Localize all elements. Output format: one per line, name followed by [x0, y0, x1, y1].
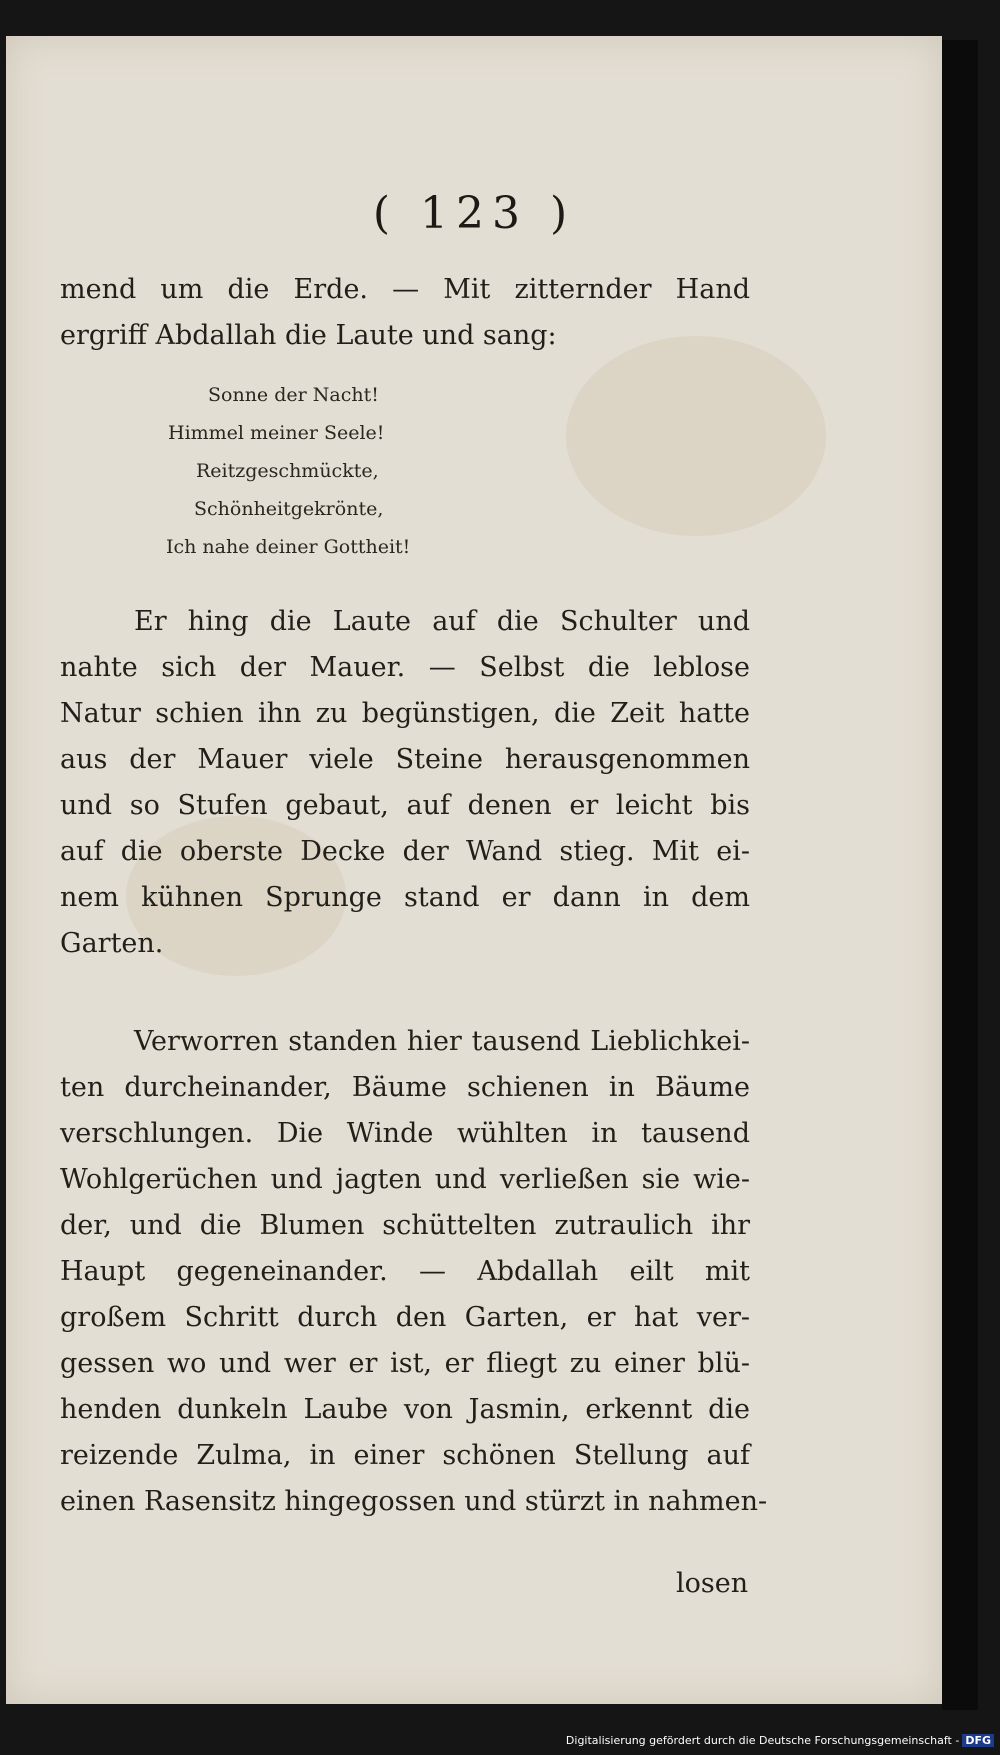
book-page	[6, 36, 942, 1704]
text-line: gessen wo und wer er ist, er fliegt zu einer blü-	[60, 1348, 750, 1379]
text-line: großem Schritt durch den Garten, er hat ver-	[60, 1302, 750, 1333]
text-line: der, und die Blumen schüttelten zutraulich ihr	[60, 1210, 750, 1241]
catchword: losen	[676, 1568, 749, 1599]
text-line: Natur schien ihn zu begünstigen, die Zeit hatte	[60, 698, 750, 729]
text-line: aus der Mauer viele Steine herausgenommen	[60, 744, 750, 775]
page-number: ( 123 )	[372, 188, 576, 239]
text-line: Haupt gegeneinander. — Abdallah eilt mit	[60, 1256, 750, 1287]
text-line: ten durcheinander, Bäume schienen in Bäume	[60, 1072, 750, 1103]
footer-text: Digitalisierung gefördert durch die Deutsche Forschungsgemeinschaft -	[565, 1734, 960, 1747]
text-line: verschlungen. Die Winde wühlten in tausend	[60, 1118, 750, 1149]
poem-line: Reitzgeschmückte,	[196, 460, 379, 482]
footer-credit	[566, 1734, 994, 1747]
text-line: nem kühnen Sprunge stand er dann in dem	[60, 882, 750, 913]
text-line: mend um die Erde. — Mit zitternder Hand	[60, 274, 750, 305]
text-line: nahte sich der Mauer. — Selbst die leblose	[60, 652, 750, 683]
text-line: reizende Zulma, in einer schönen Stellung auf	[60, 1440, 750, 1471]
text-line: auf die oberste Decke der Wand stieg. Mit ei-	[60, 836, 750, 867]
poem-line: Himmel meiner Seele!	[168, 422, 385, 444]
text-line: henden dunkeln Laube von Jasmin, erkennt die	[60, 1394, 750, 1425]
dfg-logo: DFG	[962, 1734, 994, 1747]
text-line: ergriff Abdallah die Laute und sang:	[60, 320, 557, 351]
poem-line: Schönheitgekrönte,	[194, 498, 384, 520]
book-edge	[942, 40, 978, 1710]
paper-stain	[566, 336, 826, 536]
text-line: Wohlgerüchen und jagten und verließen sie wie-	[60, 1164, 750, 1195]
text-line: Garten.	[60, 928, 164, 959]
poem-line: Ich nahe deiner Gottheit!	[166, 536, 411, 558]
text-line: einen Rasensitz hingegossen und stürzt in nahmen-	[60, 1486, 768, 1517]
poem-line: Sonne der Nacht!	[208, 384, 379, 406]
text-line: Er hing die Laute auf die Schulter und	[134, 606, 750, 637]
text-line: Verworren standen hier tausend Lieblichkei-	[134, 1026, 750, 1057]
text-line: und so Stufen gebaut, auf denen er leicht bis	[60, 790, 750, 821]
